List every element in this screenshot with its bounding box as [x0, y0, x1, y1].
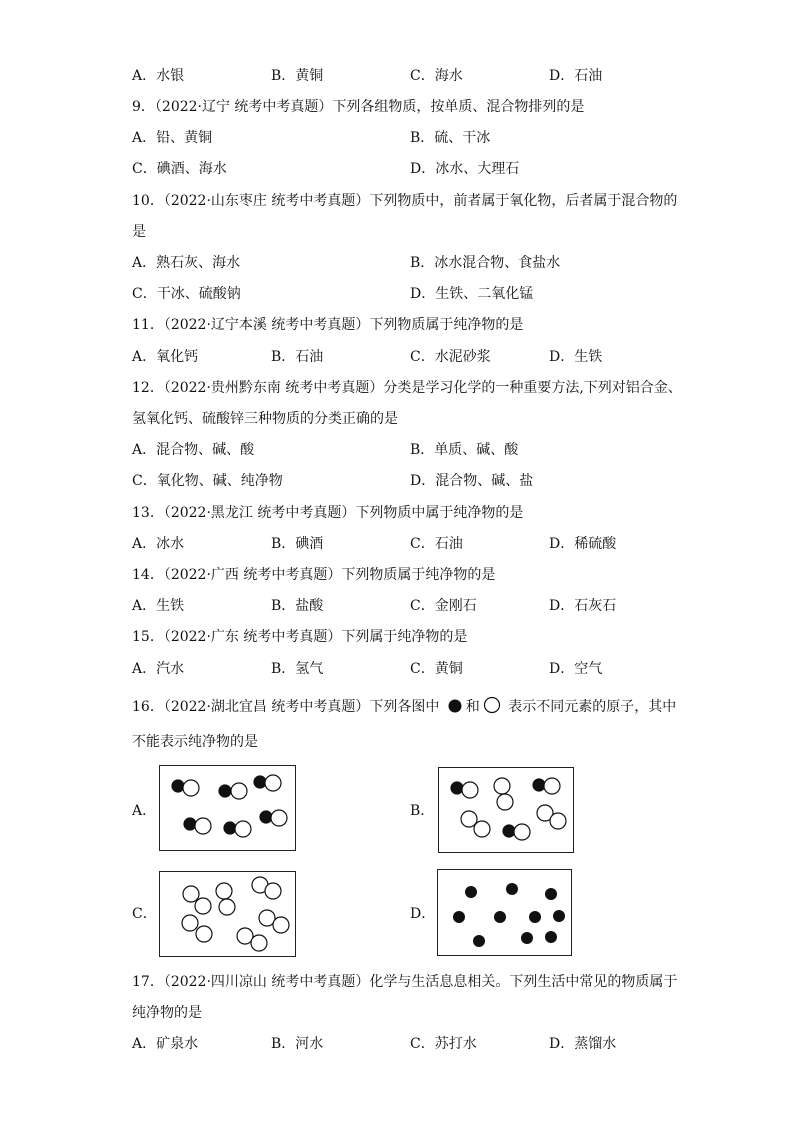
q9-option-d: D．冰水、大理石	[410, 161, 520, 177]
q12-option-a: A．混合物、碱、酸	[132, 442, 255, 458]
figure-d-atoms	[438, 870, 573, 957]
q10-option-c: C．干冰、硫酸钠	[132, 286, 241, 302]
q14-option-b: B．盐酸	[271, 598, 324, 614]
q12-stem-line1: 12．（2022·贵州黔东南 统考中考真题）分类是学习化学的一种重要方法,下列对铝合金、	[132, 380, 682, 396]
q8-option-c: C．海水	[410, 68, 463, 84]
q15-stem: 15．（2022·广东 统考中考真题）下列属于纯净物的是	[132, 629, 468, 645]
q10-option-a: A．熟石灰、海水	[132, 255, 241, 271]
q12-option-b: B．单质、碱、酸	[410, 442, 519, 458]
q14-stem: 14．（2022·广西 统考中考真题）下列物质属于纯净物的是	[132, 567, 496, 583]
q16-stem-part2: 表示不同元素的原子，其中	[508, 699, 677, 715]
q15-option-c: C．黄铜	[410, 661, 463, 677]
q17-option-a: A．矿泉水	[132, 1036, 199, 1052]
q13-option-c: C．石油	[410, 536, 463, 552]
q15-option-a: A．汽水	[132, 661, 185, 677]
q16-stem-and: 和	[465, 699, 480, 715]
q8-option-d: D．石油	[549, 68, 603, 84]
q10-option-b: B．冰水混合物、食盐水	[410, 255, 561, 271]
q14-option-d: D．石灰石	[549, 598, 617, 614]
figure-b-molecules	[439, 768, 575, 854]
q16-figure-a	[159, 765, 296, 851]
q14-option-a: A．生铁	[132, 598, 185, 614]
q11-stem: 11．（2022·辽宁本溪 统考中考真题）下列物质属于纯净物的是	[132, 317, 524, 333]
q11-option-c: C．水泥砂浆	[410, 349, 491, 365]
q11-option-d: D．生铁	[549, 349, 603, 365]
q13-option-b: B．碘酒	[271, 536, 324, 552]
q17-stem-line1: 17．（2022·四川凉山 统考中考真题）化学与生活息息相关。下列生活中常见的物质属于	[132, 974, 678, 990]
q16-figure-c	[159, 871, 296, 957]
q9-option-a: A．铅、黄铜	[132, 130, 213, 146]
q17-option-d: D．蒸馏水	[549, 1036, 617, 1052]
q8-option-a: A．水银	[132, 68, 185, 84]
q16-figure-b-label: B．	[410, 803, 435, 819]
q14-option-c: C．金刚石	[410, 598, 477, 614]
figure-a-molecules	[160, 766, 297, 852]
q15-option-b: B．氢气	[271, 661, 324, 677]
filled-atom-icon	[447, 698, 463, 714]
q10-option-d: D．生铁、二氧化锰	[410, 286, 534, 302]
q12-option-c: C．氧化物、碱、纯净物	[132, 473, 283, 489]
q12-option-d: D．混合物、碱、盐	[410, 473, 534, 489]
q13-option-d: D．稀硫酸	[549, 536, 617, 552]
q9-option-b: B．硫、干冰	[410, 130, 491, 146]
figure-c-molecules	[160, 872, 297, 958]
q9-stem: 9．（2022·辽宁 统考中考真题）下列各组物质，按单质、混合物排列的是	[132, 99, 585, 115]
q13-option-a: A．冰水	[132, 536, 185, 552]
q16-figure-a-label: A．	[132, 803, 157, 819]
q8-option-b: B．黄铜	[271, 68, 324, 84]
q11-option-a: A．氧化钙	[132, 349, 199, 365]
q17-option-c: C．苏打水	[410, 1036, 477, 1052]
q10-stem-line1: 10．（2022·山东枣庄 统考中考真题）下列物质中，前者属于氧化物，后者属于混合物的	[132, 193, 678, 209]
q12-stem-line2: 氢氧化钙、硫酸锌三种物质的分类正确的是	[132, 411, 398, 427]
q16-stem-line2: 不能表示纯净物的是	[132, 734, 258, 750]
q16-figure-c-label: C．	[132, 906, 157, 922]
q13-stem: 13．（2022·黑龙江 统考中考真题）下列物质中属于纯净物的是	[132, 505, 524, 521]
q15-option-d: D．空气	[549, 661, 603, 677]
q17-stem-line2: 纯净物的是	[132, 1005, 202, 1021]
q17-option-b: B．河水	[271, 1036, 324, 1052]
q9-option-c: C．碘酒、海水	[132, 161, 227, 177]
q16-stem-line1	[132, 696, 676, 716]
hollow-atom-icon	[483, 696, 501, 714]
q16-figure-d	[437, 869, 572, 956]
q11-option-b: B．石油	[271, 349, 324, 365]
q16-stem-part1: 16．（2022·湖北宜昌 统考中考真题）下列各图中	[132, 699, 440, 715]
q16-figure-b	[438, 767, 574, 853]
q10-stem-line2: 是	[132, 224, 146, 240]
q16-figure-d-label: D．	[410, 906, 436, 922]
